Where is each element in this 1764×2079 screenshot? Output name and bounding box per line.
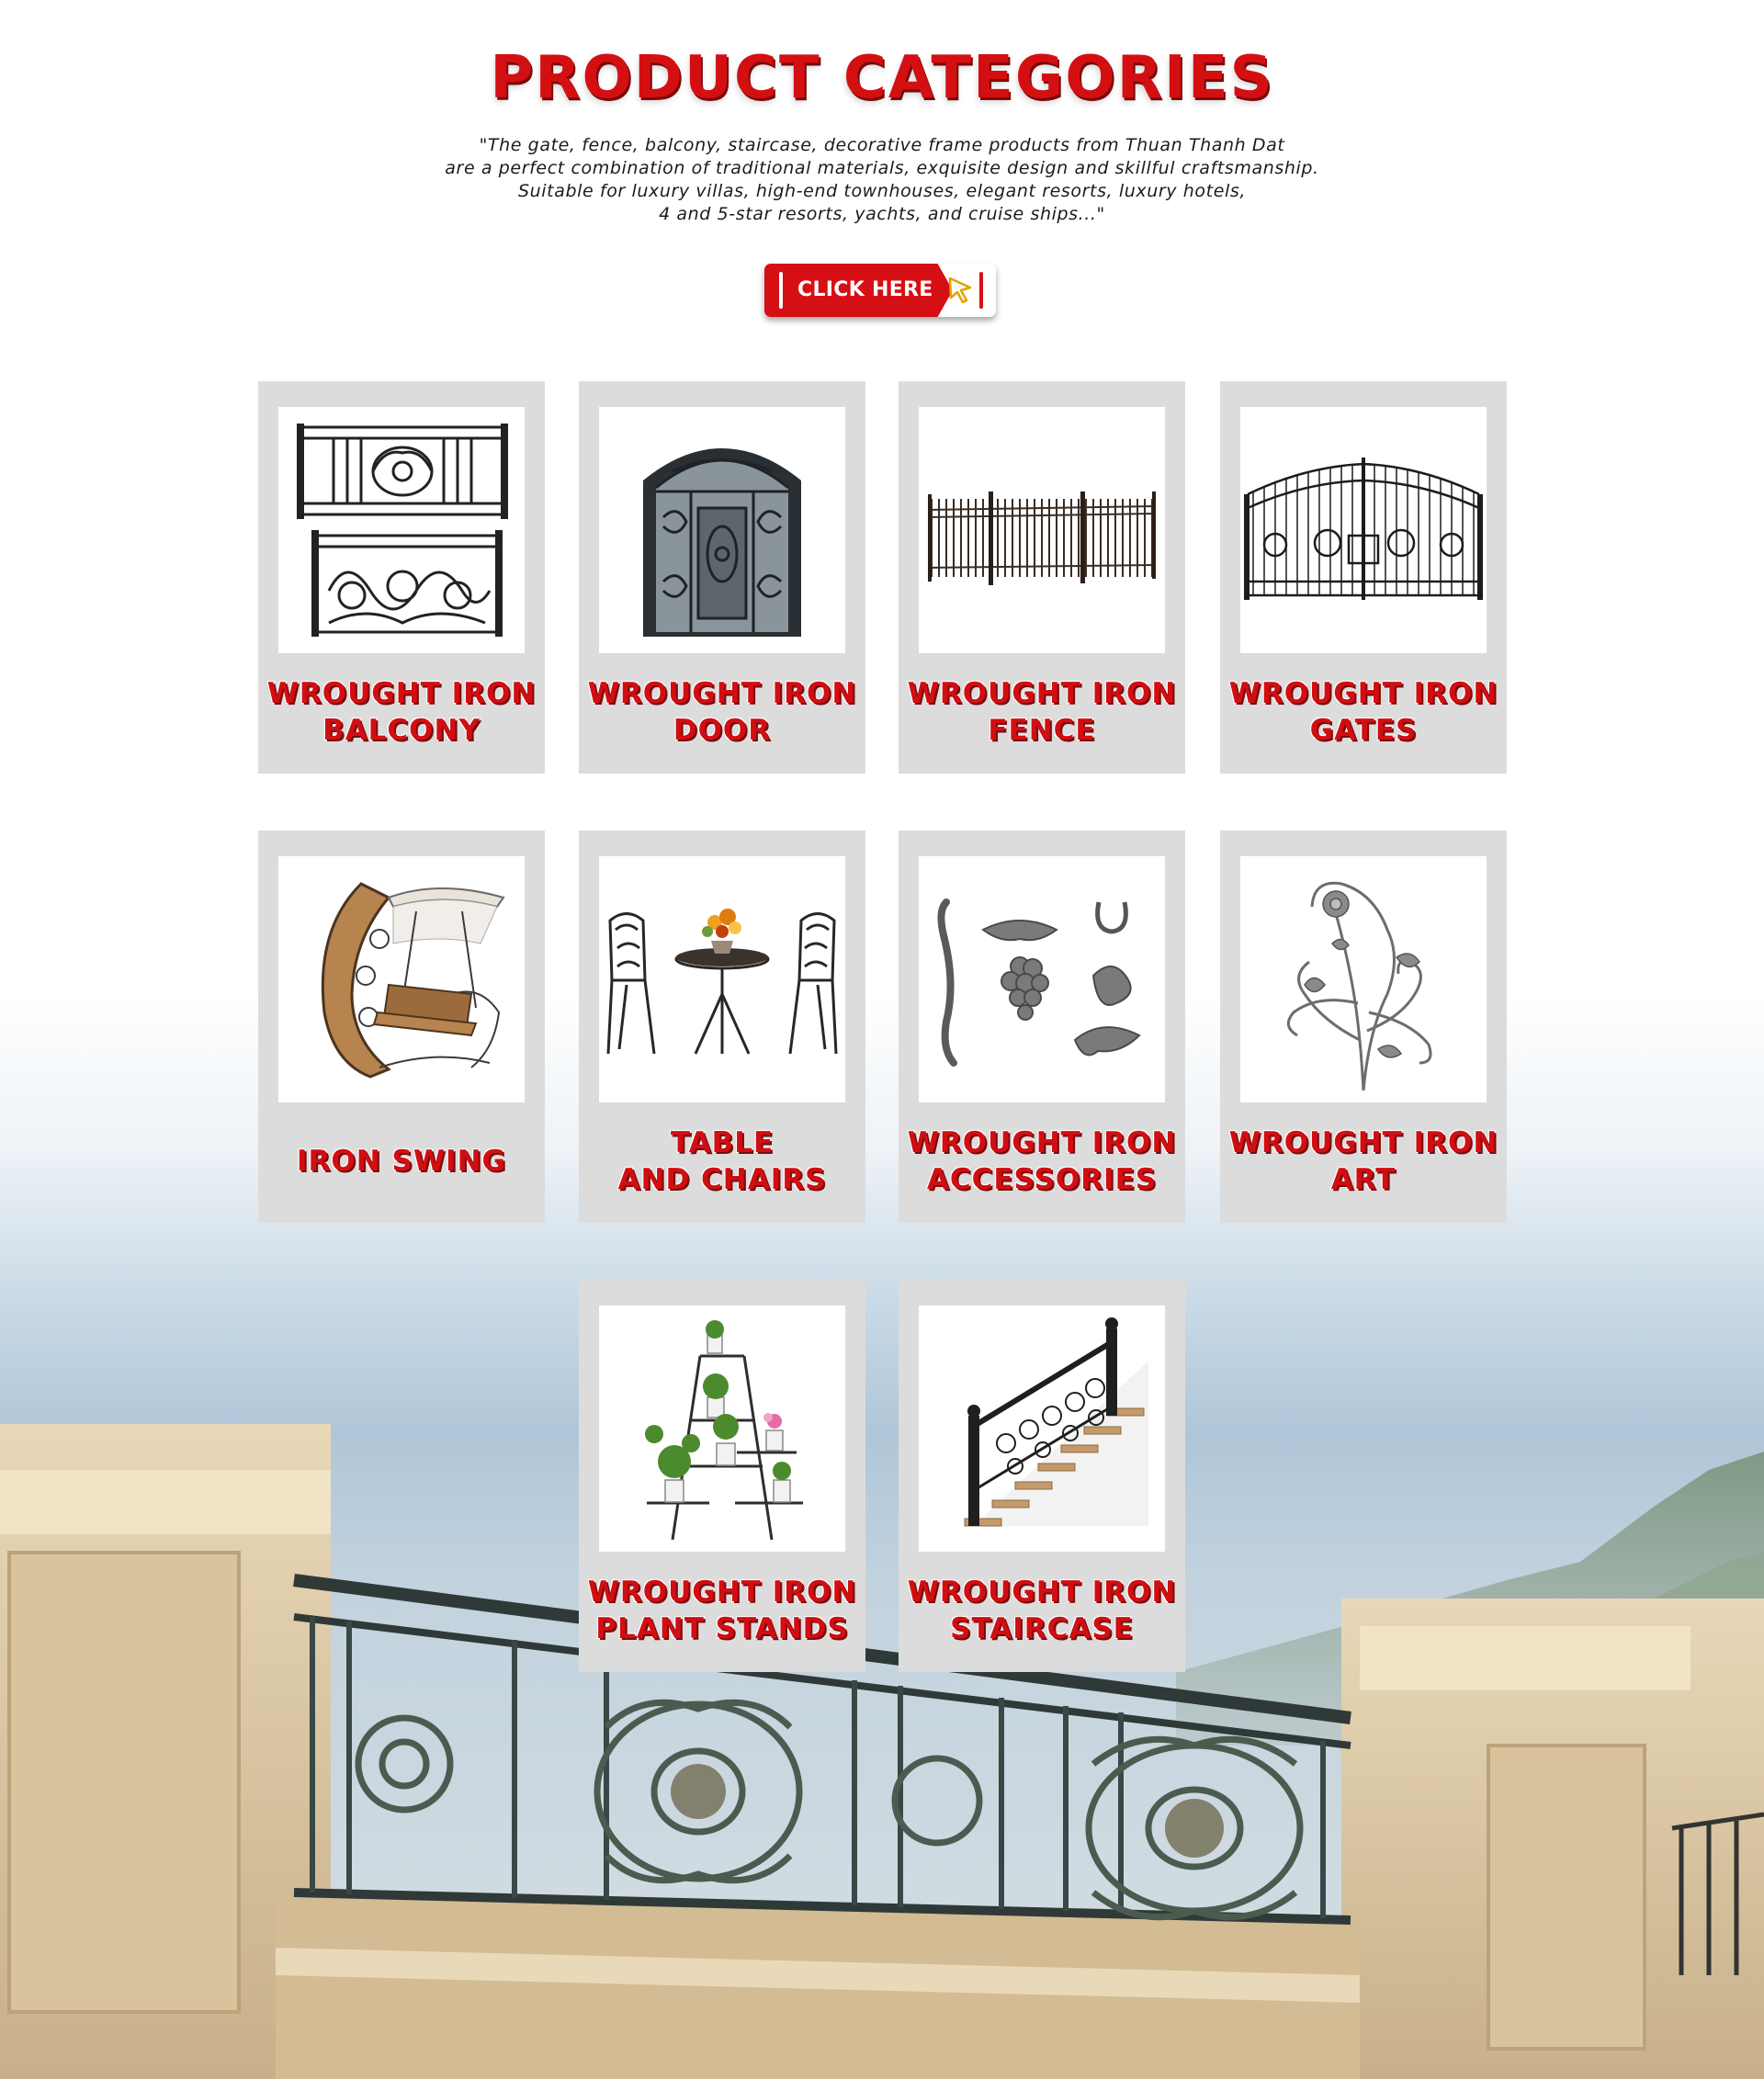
intro-line: "The gate, fence, balcony, staircase, decorative frame products from Thuan Thanh Dat <box>479 135 1285 155</box>
cursor-arrow-icon <box>944 275 976 306</box>
label-line2: BALCONY <box>322 714 481 747</box>
category-label <box>579 666 865 758</box>
label-line1: WROUGHT IRON <box>266 677 537 710</box>
category-card-plant-stands[interactable] <box>579 1280 865 1672</box>
page-title: PRODUCT CATEGORIES <box>490 44 1274 112</box>
category-card-accessories[interactable] <box>899 830 1185 1223</box>
label-line2: PLANT STANDS <box>595 1612 849 1645</box>
table-chairs-image <box>599 856 845 1102</box>
label-line1: WROUGHT IRON <box>1228 1126 1498 1159</box>
iron-art-image <box>1240 856 1487 1102</box>
intro-text <box>331 134 1433 226</box>
iron-fence-image <box>919 407 1165 653</box>
label-line1: WROUGHT IRON <box>907 1126 1177 1159</box>
category-card-table-chairs[interactable] <box>579 830 865 1223</box>
category-label <box>899 666 1185 758</box>
category-label <box>899 1565 1185 1656</box>
iron-gate-image <box>1240 407 1487 653</box>
category-card-art[interactable] <box>1220 830 1507 1223</box>
category-card-balcony[interactable] <box>258 381 545 774</box>
category-label <box>258 666 545 758</box>
iron-swing-image <box>278 856 525 1102</box>
label-line2: GATES <box>1309 714 1418 747</box>
category-card-door[interactable] <box>579 381 865 774</box>
category-label <box>258 1115 545 1207</box>
label-line1: TABLE <box>670 1126 775 1159</box>
category-label <box>899 1115 1185 1207</box>
intro-line: are a perfect combination of traditional materials, exquisite design and skillful craftsmanship. <box>445 158 1319 178</box>
label-line1: WROUGHT IRON <box>587 1576 857 1609</box>
label-line1: WROUGHT IRON <box>1228 677 1498 710</box>
label-line1: WROUGHT IRON <box>907 1576 1177 1609</box>
plant-stand-image <box>599 1305 845 1552</box>
label-line2: DOOR <box>673 714 772 747</box>
category-label <box>579 1565 865 1656</box>
intro-line: 4 and 5-star resorts, yachts, and cruise ships..." <box>659 204 1105 224</box>
category-label <box>1220 1115 1507 1207</box>
iron-accessories-image <box>919 856 1165 1102</box>
cta-right-bar <box>979 272 983 309</box>
category-card-swing[interactable] <box>258 830 545 1223</box>
staircase-image <box>919 1305 1165 1552</box>
label-line2: ART <box>1330 1163 1396 1196</box>
label-line2: AND CHAIRS <box>617 1163 827 1196</box>
label-line2: STAIRCASE <box>950 1612 1134 1645</box>
balcony-railing-image <box>278 407 525 653</box>
label-line1: WROUGHT IRON <box>587 677 857 710</box>
category-label <box>1220 666 1507 758</box>
category-label <box>579 1115 865 1207</box>
label-line2: FENCE <box>988 714 1096 747</box>
cta-left-bar <box>779 272 783 309</box>
category-card-fence[interactable] <box>899 381 1185 774</box>
cta-label: CLICK HERE <box>797 278 933 301</box>
iron-door-image <box>599 407 845 653</box>
label-line2: ACCESSORIES <box>926 1163 1158 1196</box>
label-line1: WROUGHT IRON <box>907 677 1177 710</box>
label-line1: IRON SWING <box>297 1145 506 1178</box>
click-here-button[interactable] <box>764 264 996 317</box>
intro-line: Suitable for luxury villas, high-end townhouses, elegant resorts, luxury hotels, <box>517 181 1247 201</box>
category-card-staircase[interactable] <box>899 1280 1185 1672</box>
category-card-gates[interactable] <box>1220 381 1507 774</box>
